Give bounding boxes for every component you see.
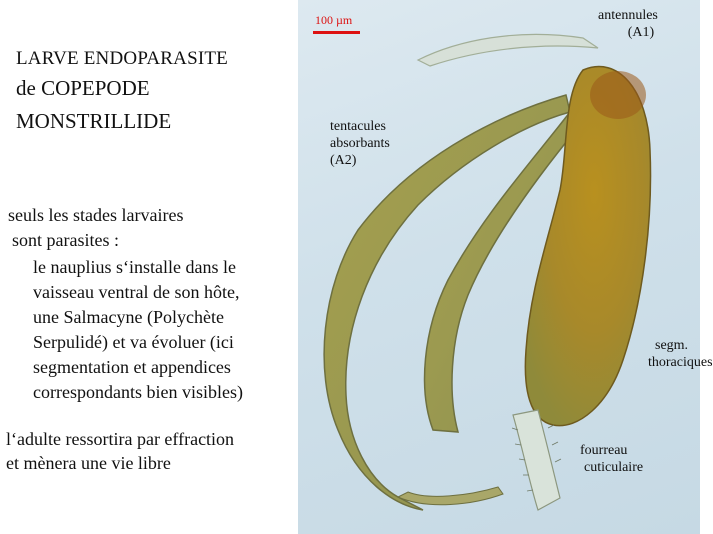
detail-line: correspondants bien visibles) [33, 382, 243, 402]
label-tentacles-line2: absorbants [330, 136, 390, 151]
label-segments [648, 337, 713, 371]
title-line-1: LARVE ENDOPARASITE [16, 48, 228, 69]
label-antennules [598, 7, 658, 41]
label-tentacles-line3: (A2) [330, 153, 357, 168]
label-antennules-line1: antennules [598, 8, 658, 23]
antennules [418, 34, 598, 66]
label-sheath-line1: fourreau [580, 443, 628, 458]
label-segments-line2: thoraciques [648, 355, 713, 370]
label-segments-line1: segm. [655, 338, 689, 353]
intro-line-2: sont parasites : [12, 230, 119, 250]
label-antennules-line2: (A1) [627, 25, 655, 40]
title-line-3: MONSTRILLIDE [16, 109, 172, 133]
head-region [590, 71, 646, 119]
detail-line: Serpulidé) et va évoluer (ici [33, 332, 234, 352]
scale-bar [313, 31, 360, 34]
scale-label: 100 µm [315, 13, 353, 27]
title-line-2: de COPEPODE [16, 76, 150, 100]
label-sheath-line2: cuticulaire [584, 460, 644, 475]
tentacle-tail [398, 487, 503, 505]
micrograph [298, 0, 713, 534]
outro-line: l‘adulte ressortira par effraction [6, 429, 235, 449]
label-tentacles [330, 118, 390, 169]
intro-line-1: seuls les stades larvaires [8, 205, 184, 225]
detail-line: segmentation et appendices [33, 357, 231, 377]
outro-line: et mènera une vie libre [6, 453, 171, 473]
label-tentacles-line1: tentacules [330, 119, 386, 134]
detail-line: vaisseau ventral de son hôte, [33, 282, 240, 302]
label-sheath [580, 442, 643, 476]
detail-line: une Salmacyne (Polychète [33, 307, 224, 327]
detail-line: le nauplius s‘installe dans le [33, 257, 236, 277]
caption-panel [0, 0, 298, 534]
